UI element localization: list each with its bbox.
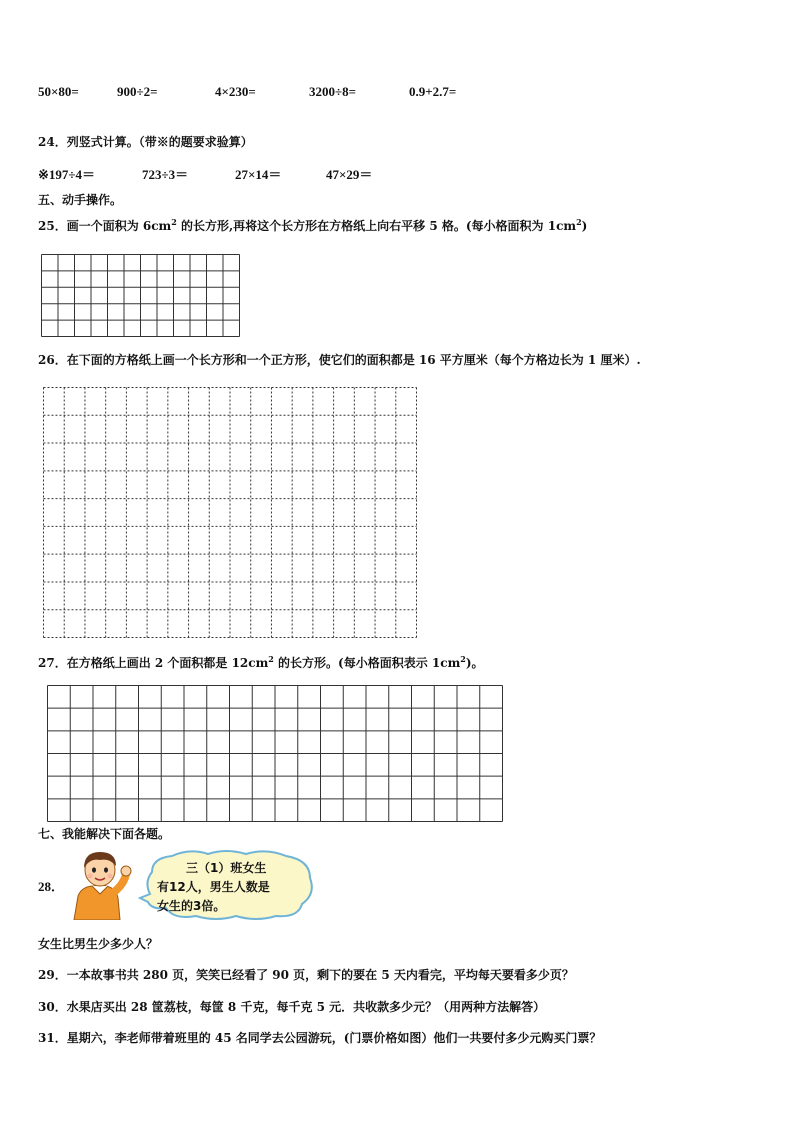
- bubble-line-1: 三（1）班女生: [186, 861, 267, 875]
- q24-item-2: 723÷3＝: [142, 167, 189, 182]
- section-5-heading: 五、动手操作。: [38, 193, 123, 207]
- bubble-line-2: 有12人，男生人数是: [157, 880, 270, 894]
- oral-calc-1: 50×80=: [38, 84, 79, 99]
- oral-calc-4: 3200÷8=: [309, 84, 357, 99]
- oral-calc-5: 0.9+2.7=: [409, 84, 457, 99]
- oral-calc-3: 4×230=: [215, 84, 256, 99]
- q30-text: 30．水果店买出 28 筐荔枝，每筐 8 千克，每千克 5 元．共收款多少元？（用两种方法解答）: [38, 1000, 546, 1014]
- bubble-line-3: 女生的3倍。: [157, 899, 226, 913]
- q27-grid-paper: [47, 685, 503, 822]
- q24-item-1: ※197÷4＝: [38, 167, 96, 182]
- oral-calc-2: 900÷2=: [117, 84, 158, 99]
- q29-text: 29．一本故事书共 280 页，笑笑已经看了 90 页，剩下的要在 5 天内看完，平均每天要看多少页？: [38, 968, 574, 982]
- q27-text: 27．在方格纸上画出 2 个面积都是 $12cm^2$ 的长方形。(每小格面积表示 $1cm^2$)。: [38, 654, 484, 670]
- q24-title: 24．列竖式计算。（带※的题要求验算）: [38, 135, 253, 149]
- q24-item-3: 27×14＝: [235, 167, 282, 182]
- q24-item-4: 47×29＝: [326, 167, 373, 182]
- q25-grid-paper: [41, 254, 240, 337]
- q26-text: 26．在下面的方格纸上画一个长方形和一个正方形，使它们的面积都是 16 平方厘米（每个方格边长为 1 厘米）.: [38, 353, 641, 367]
- section-7-heading: 七、我能解决下面各题。: [38, 827, 171, 841]
- boy-illustration: [64, 846, 138, 920]
- q31-text: 31．星期六，李老师带着班里的 45 名同学去公园游玩，(门票价格如图）他们一共要付多少元购买门票？: [38, 1031, 602, 1045]
- q26-grid-paper: [43, 387, 417, 638]
- q28-number: 28．: [38, 879, 65, 894]
- q25-text: 25．画一个面积为 $6cm^2$ 的长方形,再将这个长方形在方格纸上向右平移 5 格。(每小格面积为 $1cm^2$): [38, 217, 588, 233]
- q28-question: 女生比男生少多少人？: [38, 937, 159, 951]
